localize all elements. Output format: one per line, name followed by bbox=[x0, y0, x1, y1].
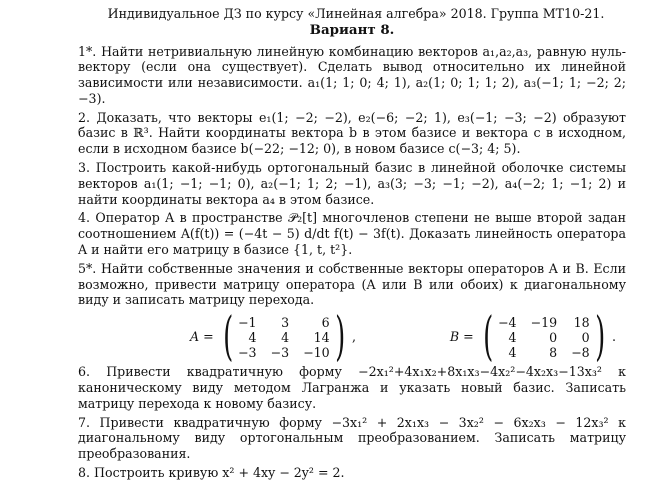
matrix-b-cell: 0 bbox=[549, 329, 558, 345]
matrix-a-grid bbox=[238, 315, 330, 360]
matrix-b-label: B = bbox=[449, 329, 474, 345]
matrix-b-cell: 8 bbox=[549, 344, 558, 360]
matrix-b-cell: 4 bbox=[508, 329, 517, 345]
problem-number: 7. bbox=[78, 414, 91, 430]
matrix-a-cell: −3 bbox=[270, 344, 290, 360]
problem-4 bbox=[78, 210, 626, 257]
matrix-a-cell: 4 bbox=[248, 329, 257, 345]
problem-2 bbox=[78, 110, 626, 157]
problem-number: 6. bbox=[78, 364, 91, 380]
problem-number: 8. bbox=[78, 465, 91, 481]
matrix-a-label: A = bbox=[190, 329, 214, 345]
problem-text: Построить какой-нибудь ортогональный базис в линейной оболочке системы векторов a₁(1; −1; −1; 0), a₂(−1; 1; 2; −1), a₃(3; −3; −1; −2), a₄(−2; 1; −1; 2) и найти координаты вектора a₄ в этом базисе. bbox=[78, 160, 626, 207]
matrix-b-cell: −4 bbox=[497, 314, 517, 330]
matrix-a-cell: −1 bbox=[237, 314, 257, 330]
problem-8 bbox=[78, 465, 626, 481]
document-header: Индивидуальное ДЗ по курсу «Линейная алгебра» 2018. Группа МТ10-21. bbox=[107, 6, 605, 21]
problem-number: 1*. bbox=[78, 43, 97, 59]
left-paren: ( bbox=[222, 307, 233, 368]
problem-text: Найти нетривиальную линейную комбинацию векторов a₁,a₂,a₃, равную нуль-вектору (если она существует). Сделать вывод относительно их линейной зависимости или независимости. a₁(1; 1; 0; 4; 1), a₂(1; 0; 1; 1; 2), a₃(−1; 1; −2; 2; −3). bbox=[78, 43, 626, 106]
problem-6 bbox=[78, 364, 626, 411]
problem-text: Найти собственные значения и собственные векторы операторов A и B. Если возможно, привести матрицу оператора (A или B или обоих) к диагональному виду и записать матрицу перехода. bbox=[78, 260, 626, 308]
matrix-a-cell: 4 bbox=[281, 329, 290, 345]
right-paren: ) bbox=[334, 307, 345, 368]
problem-text: Привести квадратичную форму −3x₁² + 2x₁x₃ − 3x₂² − 6x₂x₃ − 12x₃² к диагональному виду ортогональным преобразованием. Записать матрицу преобразования. bbox=[78, 414, 626, 462]
problem-3 bbox=[78, 160, 626, 207]
matrix-a bbox=[190, 307, 356, 368]
matrix-b-trail: . bbox=[611, 329, 616, 345]
matrix-b-cell: −19 bbox=[530, 314, 558, 330]
variant-title: Вариант 8. bbox=[309, 21, 395, 38]
matrix-b-cell: 18 bbox=[573, 314, 590, 330]
matrix-a-cell: 3 bbox=[281, 314, 290, 330]
problem-7 bbox=[78, 415, 626, 462]
matrix-b-grid bbox=[498, 315, 590, 360]
problem-5 bbox=[78, 261, 626, 308]
matrix-a-cell: −3 bbox=[237, 344, 257, 360]
matrix-a-cell: 6 bbox=[321, 314, 330, 330]
problem-text: Привести квадратичную форму −2x₁²+4x₁x₂+8x₁x₃−4x₂²−4x₂x₃−13x₃² к каноническому виду методом Лагранжа и указать новый базис. Записать матрицу перехода к новому базису. bbox=[78, 364, 626, 411]
matrix-b bbox=[449, 307, 616, 368]
problem-text: Построить кривую x² + 4xy − 2y² = 2. bbox=[94, 465, 345, 481]
problem-number: 4. bbox=[78, 210, 91, 226]
problem-number: 5*. bbox=[78, 260, 97, 276]
matrix-a-trail: , bbox=[351, 329, 356, 345]
left-paren: ( bbox=[482, 307, 493, 368]
problem-number: 2. bbox=[78, 109, 91, 125]
problem-number: 3. bbox=[78, 160, 91, 176]
problem-1 bbox=[78, 44, 626, 107]
matrix-a-cell: 14 bbox=[313, 329, 330, 345]
problem-text: Оператор A в пространстве 𝒫₂[t] многочленов степени не выше второй задан соотношением A(f(t)) = (−4t − 5) d/dt f(t) − 3f(t). Доказать линейность оператора A и найти его матрицу в базисе {1, t, t²}. bbox=[78, 210, 626, 258]
matrix-b-cell: 0 bbox=[581, 329, 590, 345]
problem-text: Доказать, что векторы e₁(1; −2; −2), e₂(−6; −2; 1), e₃(−1; −3; −2) образуют базис в ℝ³. Найти координаты вектора b в этом базисе и вектора c в исходном, если в исходном базисе b(−22; −12; 0), в новом базисе c(−3; 4; 5). bbox=[78, 109, 626, 157]
matrix-b-cell: −8 bbox=[571, 344, 590, 360]
matrices-row bbox=[190, 307, 616, 368]
right-paren: ) bbox=[594, 307, 605, 368]
matrix-b-cell: 4 bbox=[508, 344, 517, 360]
matrix-a-cell: −10 bbox=[303, 344, 330, 360]
